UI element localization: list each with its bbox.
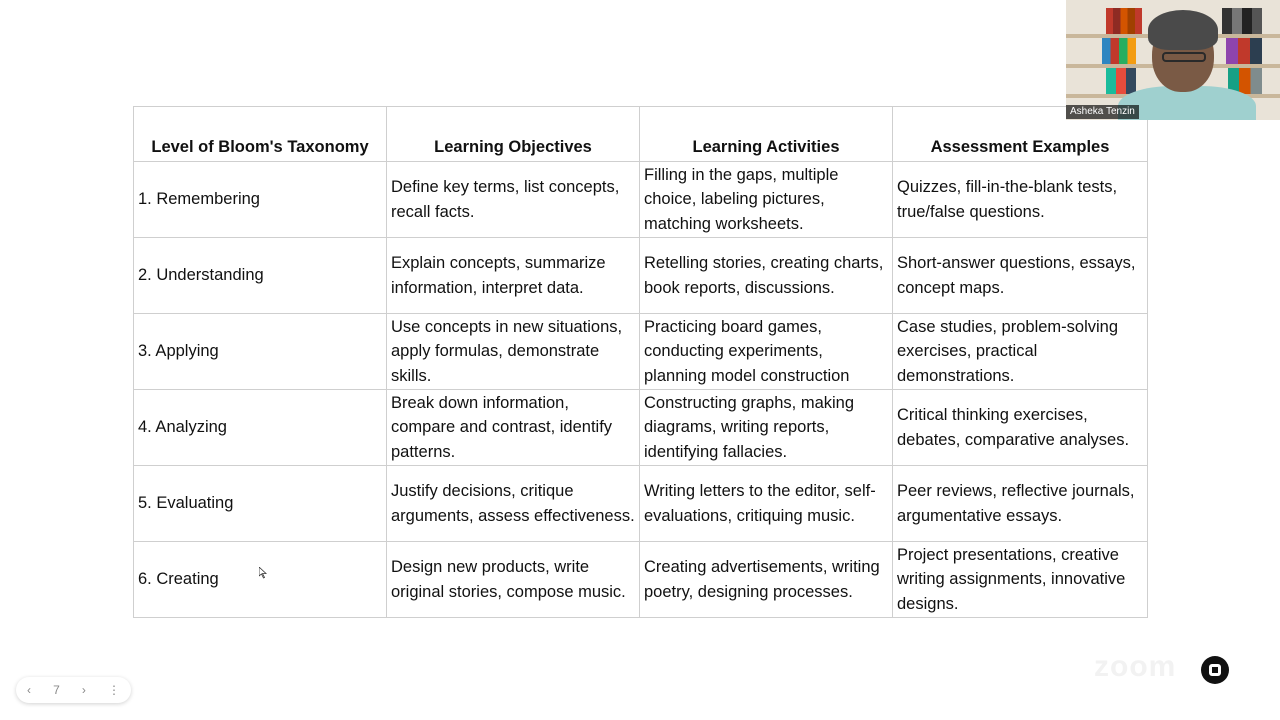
table-row — [134, 466, 1148, 542]
participant-hair — [1148, 10, 1218, 50]
books — [1106, 68, 1136, 94]
glasses — [1162, 52, 1206, 62]
books — [1106, 8, 1142, 34]
cell-objectives: Justify decisions, critique arguments, assess effectiveness. — [387, 466, 640, 542]
table-row — [134, 314, 1148, 390]
participant-name-label: Asheka Tenzin — [1066, 105, 1139, 119]
cell-objectives: Explain concepts, summarize information, interpret data. — [387, 238, 640, 314]
zoom-logo: zoom — [1094, 650, 1177, 683]
cell-level: 6. Creating — [134, 542, 387, 618]
cell-level: 3. Applying — [134, 314, 387, 390]
cell-assessment: Critical thinking exercises, debates, comparative analyses. — [893, 390, 1148, 466]
header-level: Level of Bloom's Taxonomy — [134, 107, 387, 162]
cell-activities: Creating advertisements, writing poetry, designing processes. — [640, 542, 893, 618]
cell-assessment: Quizzes, fill-in-the-blank tests, true/false questions. — [893, 162, 1148, 238]
table-row — [134, 238, 1148, 314]
cell-assessment: Peer reviews, reflective journals, argumentative essays. — [893, 466, 1148, 542]
cell-level: 5. Evaluating — [134, 466, 387, 542]
cell-activities: Filling in the gaps, multiple choice, labeling pictures, matching worksheets. — [640, 162, 893, 238]
table-header-row — [134, 107, 1148, 162]
participant-video-tile[interactable] — [1066, 0, 1280, 120]
books — [1102, 38, 1136, 64]
header-assessment: Assessment Examples — [893, 107, 1148, 162]
cell-activities: Retelling stories, creating charts, book reports, discussions. — [640, 238, 893, 314]
header-objectives: Learning Objectives — [387, 107, 640, 162]
cell-level: 1. Remembering — [134, 162, 387, 238]
page-number: 7 — [53, 683, 60, 697]
cell-objectives: Use concepts in new situations, apply formulas, demonstrate skills. — [387, 314, 640, 390]
cell-assessment: Project presentations, creative writing assignments, innovative designs. — [893, 542, 1148, 618]
chevron-right-icon[interactable]: › — [81, 683, 86, 697]
cell-activities: Practicing board games, conducting experiments, planning model construction — [640, 314, 893, 390]
cell-activities: Constructing graphs, making diagrams, writing reports, identifying fallacies. — [640, 390, 893, 466]
cell-level: 4. Analyzing — [134, 390, 387, 466]
cell-activities: Writing letters to the editor, self-evaluations, critiquing music. — [640, 466, 893, 542]
bloom-taxonomy-table — [133, 106, 1148, 618]
table-row — [134, 162, 1148, 238]
cell-objectives: Break down information, compare and contrast, identify patterns. — [387, 390, 640, 466]
page-navigator — [16, 677, 131, 703]
cell-objectives: Define key terms, list concepts, recall facts. — [387, 162, 640, 238]
cell-assessment: Case studies, problem-solving exercises, practical demonstrations. — [893, 314, 1148, 390]
header-activities: Learning Activities — [640, 107, 893, 162]
cell-level: 2. Understanding — [134, 238, 387, 314]
books — [1226, 38, 1262, 64]
chevron-left-icon[interactable]: ‹ — [27, 683, 32, 697]
cell-assessment: Short-answer questions, essays, concept maps. — [893, 238, 1148, 314]
more-options-icon[interactable]: ⋮ — [107, 683, 120, 697]
table-row — [134, 390, 1148, 466]
mouse-cursor-icon — [259, 567, 267, 579]
zoom-badge-icon — [1201, 656, 1229, 684]
cell-objectives: Design new products, write original stories, compose music. — [387, 542, 640, 618]
table-row — [134, 542, 1148, 618]
books — [1222, 8, 1262, 34]
